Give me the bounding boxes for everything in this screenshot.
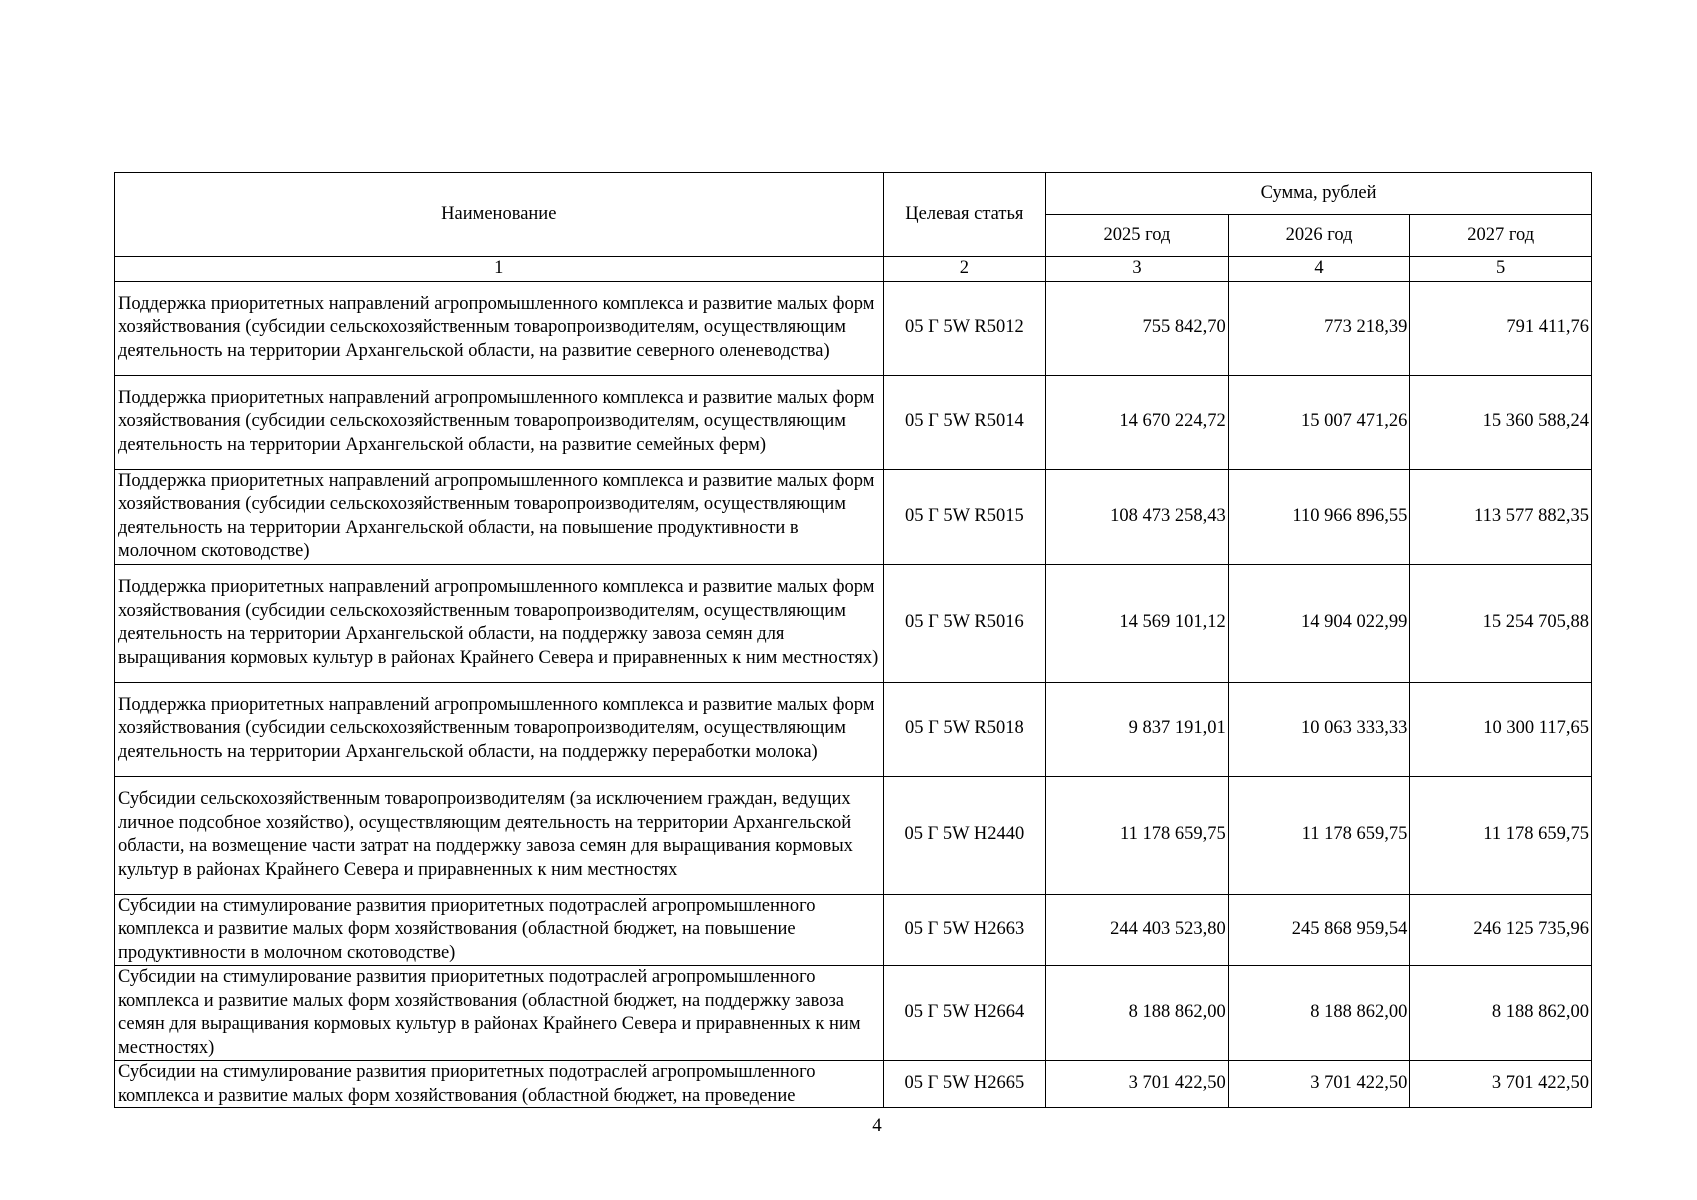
- column-number-3: 3: [1046, 257, 1229, 282]
- row-amount-2026: 3 701 422,50: [1228, 1061, 1410, 1108]
- row-amount-2025: 14 569 101,12: [1046, 564, 1229, 682]
- row-amount-2026: 14 904 022,99: [1228, 564, 1410, 682]
- row-name: Субсидии на стимулирование развития приоритетных подотраслей агропромышленного комплекса и развитие малых форм хозяйствования (областной бюджет, на поддержку завоза семян для выращивания кормовых культур в районах Крайнего Севера и приравненных к ним местностях): [115, 966, 884, 1061]
- header-2025: 2025 год: [1046, 215, 1229, 257]
- row-name-cell: [115, 1061, 884, 1108]
- row-name: Субсидии на стимулирование развития приоритетных подотраслей агропромышленного комплекса и развитие малых форм хозяйствования (областной бюджет, на проведение: [118, 1062, 816, 1106]
- row-amount-2026: 15 007 471,26: [1228, 375, 1410, 469]
- table-row: [115, 1061, 1592, 1108]
- row-code: 05 Г 5W H2665: [883, 1061, 1046, 1108]
- row-amount-2025: 244 403 523,80: [1046, 894, 1229, 966]
- row-amount-2025: 11 178 659,75: [1046, 776, 1229, 894]
- row-amount-2025: 8 188 862,00: [1046, 966, 1229, 1061]
- row-name: Поддержка приоритетных направлений агропромышленного комплекса и развитие малых форм хозяйствования (субсидии сельскохозяйственным товаропроизводителям, осуществляющим деятельность на территории Архангельской области, на развитие северного оленеводства): [115, 281, 884, 375]
- table-row: [115, 776, 1592, 894]
- row-amount-2026: 773 218,39: [1228, 281, 1410, 375]
- table-row: [115, 469, 1592, 564]
- row-amount-2027: 15 360 588,24: [1410, 375, 1592, 469]
- table-row: [115, 894, 1592, 966]
- header-2027: 2027 год: [1410, 215, 1592, 257]
- row-code: 05 Г 5W H2664: [883, 966, 1046, 1061]
- row-amount-2026: 8 188 862,00: [1228, 966, 1410, 1061]
- header-2026: 2026 год: [1228, 215, 1410, 257]
- row-amount-2026: 110 966 896,55: [1228, 469, 1410, 564]
- row-code: 05 Г 5W R5014: [883, 375, 1046, 469]
- row-amount-2027: 791 411,76: [1410, 281, 1592, 375]
- row-amount-2027: 10 300 117,65: [1410, 682, 1592, 776]
- row-name: Поддержка приоритетных направлений агропромышленного комплекса и развитие малых форм хозяйствования (субсидии сельскохозяйственным товаропроизводителям, осуществляющим деятельность на территории Архангельской области, на поддержку переработки молока): [115, 682, 884, 776]
- header-name: Наименование: [115, 173, 884, 257]
- header-sum: Сумма, рублей: [1046, 173, 1592, 215]
- row-name: Субсидии сельскохозяйственным товаропроизводителям (за исключением граждан, ведущих личное подсобное хозяйство), осуществляющим деятельность на территории Архангельской области, на возмещение части затрат на поддержку завоза семян для выращивания кормовых культур в районах Крайнего Севера и приравненных к ним местностях: [115, 776, 884, 894]
- row-amount-2026: 10 063 333,33: [1228, 682, 1410, 776]
- table-row: [115, 564, 1592, 682]
- column-number-5: 5: [1410, 257, 1592, 282]
- budget-table: [114, 172, 1592, 1108]
- table-row: [115, 966, 1592, 1061]
- row-code: 05 Г 5W R5015: [883, 469, 1046, 564]
- row-amount-2027: 15 254 705,88: [1410, 564, 1592, 682]
- row-amount-2025: 108 473 258,43: [1046, 469, 1229, 564]
- row-amount-2027: 246 125 735,96: [1410, 894, 1592, 966]
- table-row: [115, 281, 1592, 375]
- column-number-4: 4: [1228, 257, 1410, 282]
- row-code: 05 Г 5W R5018: [883, 682, 1046, 776]
- row-code: 05 Г 5W H2663: [883, 894, 1046, 966]
- table-row: [115, 682, 1592, 776]
- row-amount-2026: 245 868 959,54: [1228, 894, 1410, 966]
- row-amount-2027: 11 178 659,75: [1410, 776, 1592, 894]
- page-number: 4: [872, 1115, 882, 1136]
- row-amount-2027: 8 188 862,00: [1410, 966, 1592, 1061]
- row-code: 05 Г 5W R5016: [883, 564, 1046, 682]
- column-number-1: 1: [115, 257, 884, 282]
- column-number-2: 2: [883, 257, 1046, 282]
- row-name: Поддержка приоритетных направлений агропромышленного комплекса и развитие малых форм хозяйствования (субсидии сельскохозяйственным товаропроизводителям, осуществляющим деятельность на территории Архангельской области, на развитие семейных ферм): [115, 375, 884, 469]
- header-code: Целевая статья: [883, 173, 1046, 257]
- row-amount-2025: 9 837 191,01: [1046, 682, 1229, 776]
- row-amount-2025: 755 842,70: [1046, 281, 1229, 375]
- row-name: Субсидии на стимулирование развития приоритетных подотраслей агропромышленного комплекса и развитие малых форм хозяйствования (областной бюджет, на повышение продуктивности в молочном скотоводстве): [115, 894, 884, 966]
- row-code: 05 Г 5W H2440: [883, 776, 1046, 894]
- row-amount-2026: 11 178 659,75: [1228, 776, 1410, 894]
- row-amount-2025: 3 701 422,50: [1046, 1061, 1229, 1108]
- table-row: [115, 375, 1592, 469]
- row-amount-2027: 3 701 422,50: [1410, 1061, 1592, 1108]
- row-name: Поддержка приоритетных направлений агропромышленного комплекса и развитие малых форм хозяйствования (субсидии сельскохозяйственным товаропроизводителям, осуществляющим деятельность на территории Архангельской области, на поддержку завоза семян для выращивания кормовых культур в районах Крайнего Севера и приравненных к ним местностях): [115, 564, 884, 682]
- row-code: 05 Г 5W R5012: [883, 281, 1046, 375]
- row-amount-2025: 14 670 224,72: [1046, 375, 1229, 469]
- row-amount-2027: 113 577 882,35: [1410, 469, 1592, 564]
- row-name: Поддержка приоритетных направлений агропромышленного комплекса и развитие малых форм хозяйствования (субсидии сельскохозяйственным товаропроизводителям, осуществляющим деятельность на территории Архангельской области, на повышение продуктивности в молочном скотоводстве): [115, 469, 884, 564]
